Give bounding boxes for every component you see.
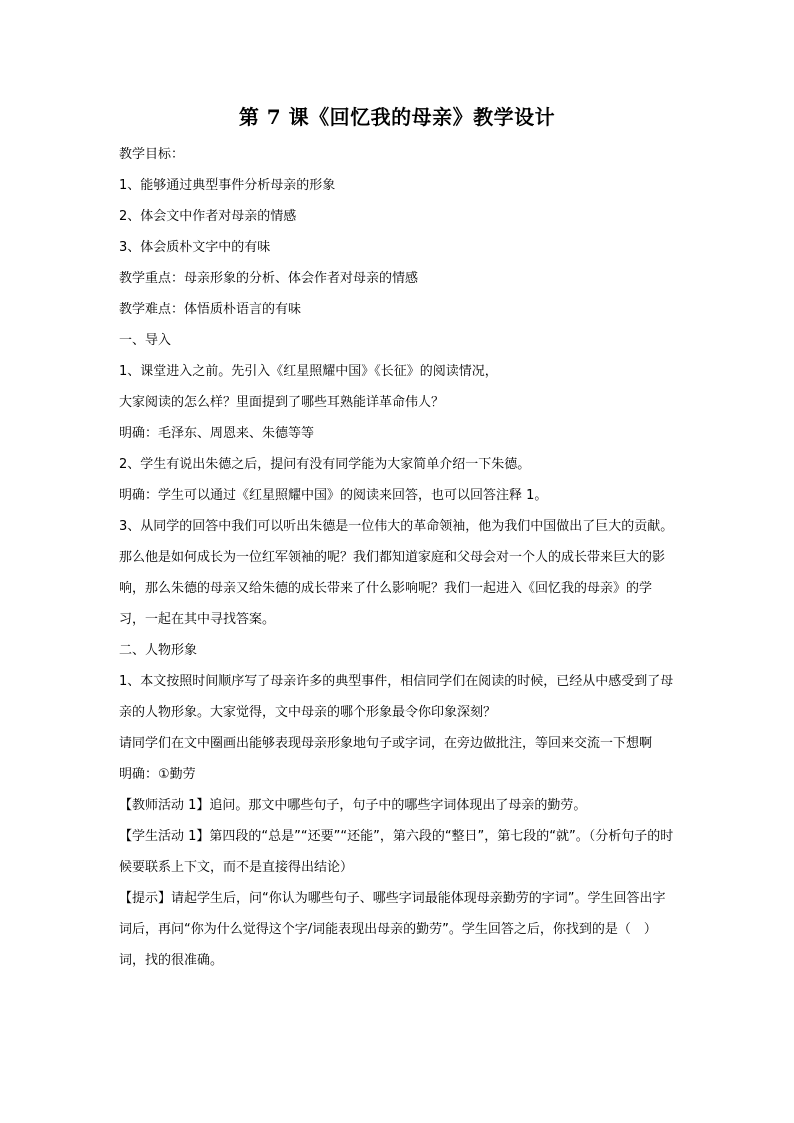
paragraph-key-points: 教学重点：母亲形象的分析、体会作者对母亲的情感 [119, 271, 419, 286]
paragraph-objective-2: 2、体会文中作者对母亲的情感 [119, 209, 297, 224]
paragraph-hint: 【提示】请起学生后，问“你认为哪些句子、哪些字词最能体现母亲勤劳的字词”。学生回答出字词后，再问“你为什么觉得这个字/词能表现出母亲的勤劳”。学生回答之后，你找到的是（ ）词，找的很准确。 [119, 891, 666, 968]
paragraph-character-answer: 明确：①勤劳 [119, 767, 196, 782]
document-body [119, 139, 675, 976]
paragraph-teacher-activity-1: 【教师活动 1】追问。那文中哪些句子，句子中的哪些字词体现出了母亲的勤劳。 [119, 798, 587, 813]
document-title: 第 7 课《回忆我的母亲》教学设计 [238, 105, 556, 129]
paragraph-objective-1: 1、能够通过典型事件分析母亲的形象 [119, 178, 336, 193]
paragraph-character-step-1: 1、本文按照时间顺序写了母亲许多的典型事件，相信同学们在阅读的时候，已经从中感受到了母亲的人物形象。大家觉得，文中母亲的哪个形象最令你印象深刻？ [119, 674, 674, 720]
paragraph-intro-step-3: 3、从同学的回答中我们可以听出朱德是一位伟大的革命领袖，他为我们中国做出了巨大的贡献。那么他是如何成长为一位红军领袖的呢？我们都知道家庭和父母会对一个人的成长带来巨大的影响，那么朱德的母亲又给朱德的成长带来了什么影响呢？我们一起进入《回忆我的母亲》的学习，一起在其中寻找答案。 [119, 519, 674, 627]
paragraph-intro-step-2: 2、学生有说出朱德之后，提问有没有同学能为大家简单介绍一下朱德。 [119, 457, 531, 472]
section-heading-introduction: 一、导入 [119, 333, 172, 348]
paragraph-character-task: 请同学们在文中圈画出能够表现母亲形象地句子或字词，在旁边做批注，等回来交流一下想啊 [119, 736, 653, 751]
paragraph-intro-answer-1: 明确：毛泽东、周恩来、朱德等等 [119, 426, 315, 441]
paragraph-difficult-points: 教学难点：体悟质朴语言的有味 [119, 302, 302, 317]
paragraph-student-activity-1: 【学生活动 1】第四段的“总是”“还要”“还能”，第六段的“整日”，第七段的“就”。（分析句子的时候要联系上下文，而不是直接得出结论） [119, 829, 674, 875]
paragraph-intro-step-1: 1、课堂进入之前。先引入《红星照耀中国》《长征》的阅读情况， [119, 364, 498, 379]
section-heading-character: 二、人物形象 [119, 643, 198, 658]
paragraph-intro-question: 大家阅读的怎么样？里面提到了哪些耳熟能详革命伟人？ [119, 395, 445, 410]
paragraph-intro-answer-2: 明确：学生可以通过《红星照耀中国》的阅读来回答，也可以回答注释 1。 [119, 488, 548, 503]
paragraph-objective-3: 3、体会质朴文字中的有味 [119, 240, 271, 255]
paragraph-objectives-heading: 教学目标： [119, 147, 185, 162]
